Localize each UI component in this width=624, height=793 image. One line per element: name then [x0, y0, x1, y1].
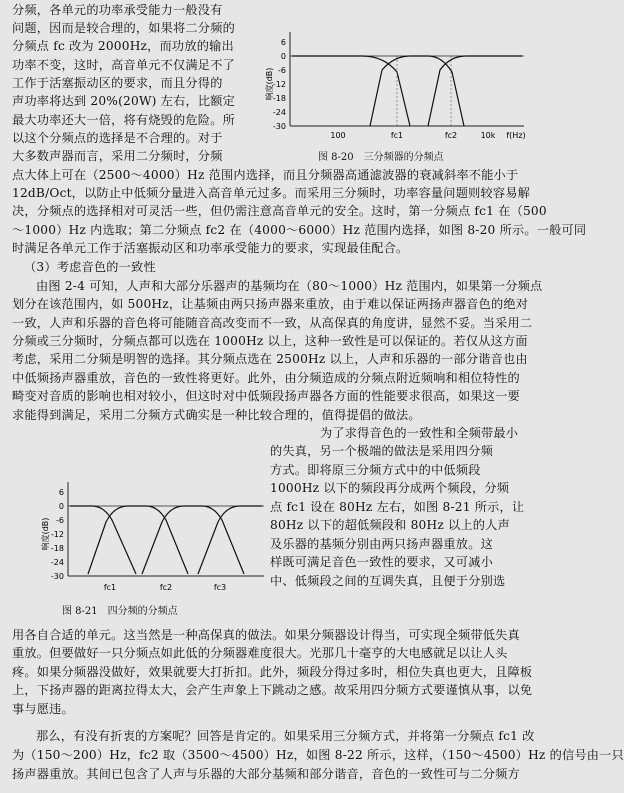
text-line: 的失真，另一个极端的做法是采用四分频 — [270, 444, 493, 458]
text-line: 划分在该范围内，如 500Hz，让基频由两只扬声器来重放，由于难以保证两扬声器音色的绝对 — [12, 297, 529, 311]
x-label-fc3: fc3 — [213, 583, 227, 592]
text-line: 时满足各单元工作于活塞振动区和功率承受能力的要求，实现最佳配合。 — [12, 241, 409, 255]
y-tick-label: 0 — [280, 52, 286, 61]
y-tick-label: -30 — [272, 122, 286, 131]
band-2-curve — [88, 506, 188, 574]
y-tick-label: -6 — [278, 66, 286, 75]
y-tick-label: -18 — [50, 544, 64, 553]
x-label-hz: f(Hz) — [506, 131, 526, 140]
figure-8-20 — [252, 22, 542, 172]
x-label-fc1: fc1 — [103, 583, 117, 592]
band-pass-curve — [370, 56, 464, 126]
text-line: 声功率将达到 20%(20W) 左右，比额定 — [12, 94, 236, 108]
text-line: 扬声器重放。其间已包含了人声与乐器的大部分基频和部分谐音，音色的一致性可与二分频方 — [12, 767, 520, 781]
figure-8-20-caption: 图 8-20 三分频器的分频点 — [318, 152, 444, 163]
text-line: 分频点 fc 改为 2000Hz，而功放的输出 — [12, 39, 234, 53]
text-line: 事与愿违。 — [12, 702, 74, 716]
text-line: 畸变对音质的影响也相对较小，但这时对中低频段扬声器各方面的性能要求很高，如果这一要 — [12, 389, 520, 403]
x-label-100: 100 — [330, 131, 346, 140]
text-line: 疼。如果分频器没做好，效果就要大打折扣。此外，频段分得过多时，相位失真也更大，且障板 — [12, 665, 533, 679]
figure-8-20-plot — [252, 22, 542, 172]
text-line: 中、低频段之间的互调失真，且便于分别选 — [270, 574, 506, 588]
text-line: 由图 2-4 可知，人声和大部分乐器声的基频均在（80～1000）Hz 范围内，如果第一分频点 — [36, 279, 543, 293]
text-line: 考虑，采用二分频是明智的选择。其分频点选在 2500Hz 以上，人声和乐器的一部分谐音也由 — [12, 352, 528, 366]
y-tick-label: -24 — [272, 108, 286, 117]
y-tick-label: 0 — [58, 502, 64, 511]
text-line: 为（150～200）Hz，fc2 取（3500～4500）Hz，如图 8-22 所示，这样，（150～4500）Hz 的信号由一只 — [12, 748, 624, 762]
y-tick-label: -12 — [272, 80, 286, 89]
text-line: 求能得到满足，采用二分频方式确实是一种比较合理的，值得提倡的做法。 — [12, 408, 421, 422]
text-line: 12dB/Oct，以防止中低频分量进入高音单元过多。而采用三分频时，功率容量问题则较容易解 — [12, 186, 531, 200]
text-line: 功率不变，这时，高音单元不仅满足不了 — [12, 58, 235, 72]
text-line: 决，分频点的选择相对可灵活一些，但仍需注意高音单元的安全。这时，第一分频点 fc1 在（500 — [12, 204, 547, 218]
text-line: 1000Hz 以下的频段再分成两个频段，分频 — [270, 481, 510, 495]
text-line: 及乐器的基频分别由两只扬声器重放。这 — [270, 537, 493, 551]
high-pass-curve — [428, 56, 522, 126]
text-line: 用各自合适的单元。这当然是一种高保真的做法。如果分频器设计得当，可实现全频带低失真 — [12, 628, 520, 642]
text-line: 方式。即将原三分频方式中的中低频段 — [270, 463, 481, 477]
text-line: ～1000）Hz 内选取；第二分频点 fc2 在（4000～6000）Hz 范围内选择，如图 8-20 所示。一般可同 — [12, 223, 587, 237]
x-label-10k: 10k — [480, 131, 496, 140]
text-line: 为了求得音色的一致性和全频带最小 — [320, 426, 519, 440]
x-label-fc2: fc2 — [159, 583, 173, 592]
text-line: 问题，因而是较合理的，如果将二分频的 — [12, 21, 235, 35]
y-tick-label: -6 — [56, 516, 64, 525]
y-tick-label: 6 — [280, 38, 286, 47]
text-line: 工作于活塞振动区的要求，而且分得的 — [12, 76, 223, 90]
text-line: 那么，有没有折衷的方案呢？回答是肯定的。如果采用三分频方式，并将第一分频点 fc1 改 — [36, 729, 535, 743]
y-axis-label: 响度(dB) — [41, 517, 50, 551]
figure-8-21-plot — [6, 470, 268, 610]
low-pass-curve — [292, 56, 410, 126]
y-tick-label: -12 — [50, 530, 64, 539]
x-label-fc2: fc2 — [444, 131, 458, 140]
text-line: 点 fc1 设在 80Hz 左右，如图 8-21 所示，让 — [270, 500, 525, 514]
text-line: 分频，各单元的功率承受能力一般没有 — [12, 3, 223, 17]
text-line: 大多数声器而言，采用二分频时，分频 — [12, 149, 223, 163]
section-heading: （3）考虑音色的一致性 — [24, 260, 156, 274]
text-line: 一致，人声和乐器的音色将可能随音高改变而不一致，从高保真的角度讲，显然不妥。当采用二 — [12, 316, 533, 330]
text-line: 以这个分频点的选择是不合理的。对于 — [12, 131, 223, 145]
text-line: 上，下扬声器的距离拉得太大，会产生声象上下跳动之感。故采用四分频方式要谨慎从事，以免 — [12, 683, 533, 697]
figure-8-21 — [6, 470, 268, 630]
band-1-curve — [70, 506, 136, 574]
text-line: 分频或三分频时，分频点都可以选在 1000Hz 以上，这种一致性是可以保证的。若仅从这方面 — [12, 334, 528, 348]
y-tick-label: -24 — [50, 558, 64, 567]
figure-8-21-caption: 图 8-21 四分频的分频点 — [62, 606, 178, 617]
text-line: 点大体上可在（2500～4000）Hz 范围内选择，而且分频器高通滤波器的衰减斜率不能小于 — [12, 168, 519, 182]
text-line: 重放。但要做好一只分频点如此低的分频器难度很大。光那几十毫亨的大电感就足以让人头 — [12, 646, 508, 660]
text-line: 最大功率还大一倍，将有烧毁的危险。所 — [12, 113, 235, 127]
text-line: 80Hz 以下的超低频段和 80Hz 以上的人声 — [270, 518, 510, 532]
x-label-fc1: fc1 — [390, 131, 404, 140]
y-tick-label: 6 — [58, 488, 64, 497]
y-tick-label: -18 — [272, 94, 286, 103]
band-3-curve — [142, 506, 244, 574]
y-axis-label: 响度(dB) — [265, 67, 274, 101]
text-line: 中低频扬声器重放，音色的一致性将更好。此外，由分频造成的分频点附近频响和相位特性的 — [12, 371, 520, 385]
text-line: 样既可满足音色一致性的要求，又可减小 — [270, 555, 493, 569]
y-tick-label: -30 — [50, 572, 64, 581]
